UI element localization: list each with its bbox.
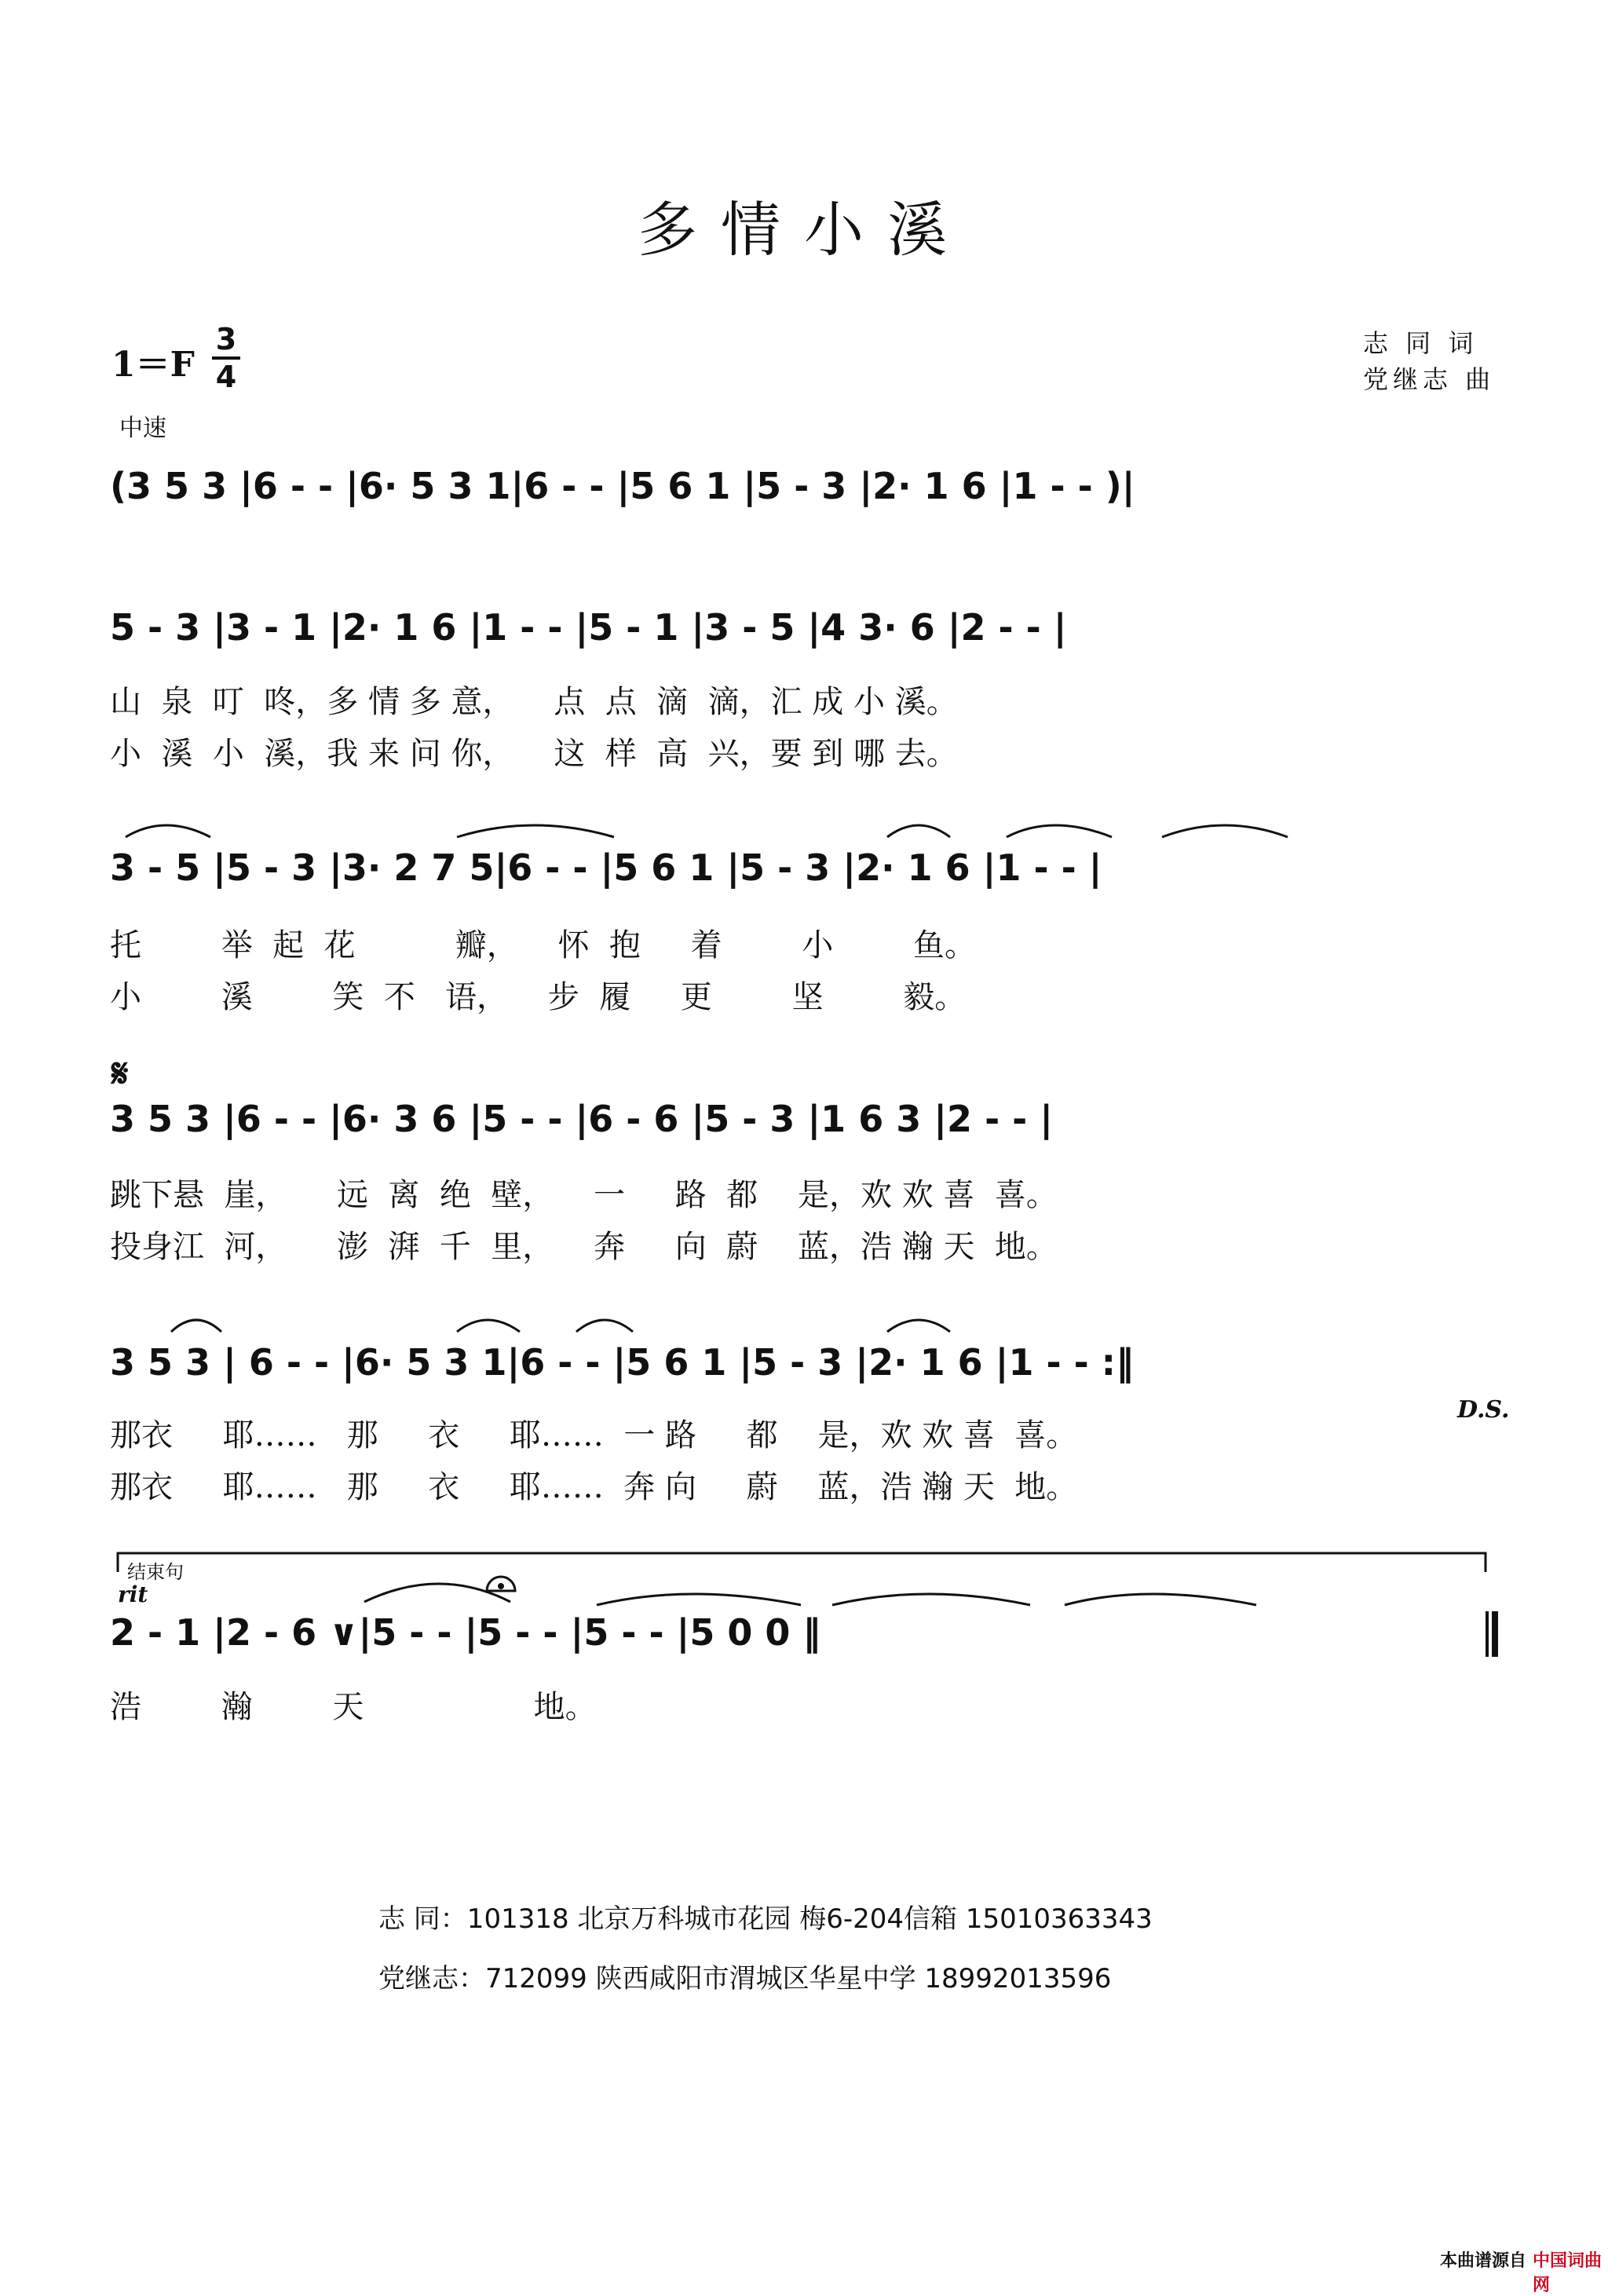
fermata-dot — [498, 1583, 504, 1589]
time-signature-bottom: 4 — [215, 360, 237, 394]
footer-contact-1: 志 同：101318 北京万科城市花园 梅6-204信箱 15010363343 — [378, 1903, 1153, 1935]
slur — [171, 1320, 221, 1332]
slur — [1162, 825, 1288, 837]
notation-line: 3 5 3 | 6 - - |6· 5 3 1|6 - - |5 6 1 |5 - 3 |2· 1 6 |1 - - :‖ — [110, 1341, 1135, 1384]
final-barline-thick — [1492, 1611, 1498, 1657]
ds-marking: D.S. — [1457, 1396, 1510, 1424]
tempo-marking: 中速 — [119, 415, 166, 442]
slur — [887, 1320, 950, 1332]
lyric-line: 托 举 起 花 瓣， 怀 抱 着 小 鱼。 — [110, 927, 977, 963]
lyric-line: 山 泉 叮 咚，多 情 多 意， 点 点 滴 滴，汇 成 小 溪。 — [110, 684, 958, 720]
watermark-source: 本曲谱源自 — [1440, 2251, 1527, 2271]
composer-credit: 党继志 曲 — [1363, 364, 1496, 394]
slur — [1007, 825, 1112, 837]
lyric-line: 跳下悬 崖， 远 离 绝 壁， 一 路 都 是，欢 欢 喜 喜。 — [110, 1177, 1058, 1213]
lyric-line: 小 溪 笑 不 语， 步 履 更 坚 毅。 — [110, 979, 967, 1015]
notation-line: 3 - 5 |5 - 3 |3· 2 7 5|6 - - |5 6 1 |5 - 3 |2· 1 6 |1 - - | — [110, 846, 1102, 889]
lyric-line: 那衣 耶…… 那 衣 耶…… 奔 向 蔚 蓝，浩 瀚 天 地。 — [110, 1469, 1078, 1505]
lyricist-credit: 志 同 词 — [1363, 328, 1478, 358]
tie — [597, 1594, 801, 1605]
slur — [576, 1320, 633, 1332]
footer-contact-2: 党继志：712099 陕西咸阳市渭城区华星中学 18992013596 — [378, 1963, 1112, 1994]
slur — [457, 825, 614, 837]
slur — [457, 1320, 520, 1332]
segno-sign: 𝄋 — [111, 1051, 129, 1096]
notation-line: 2 - 1 |2 - 6 ∨|5 - - |5 - - |5 - - |5 0 0 ‖ — [110, 1611, 821, 1654]
time-signature-top: 3 — [215, 322, 237, 356]
notation-line: 3 5 3 |6 - - |6· 3 6 |5 - - |6 - 6 |5 - 3 |1 6 3 |2 - - | — [110, 1098, 1054, 1140]
rit-marking: rit — [118, 1581, 148, 1607]
lyric-line: 那衣 耶…… 那 衣 耶…… 一 路 都 是，欢 欢 喜 喜。 — [110, 1417, 1078, 1453]
notation-line: (3 5 3 |6 - - |6· 5 3 1|6 - - |5 6 1 |5 - 3 |2· 1 6 |1 - - )| — [110, 465, 1135, 507]
tie — [1065, 1594, 1256, 1605]
notation-line: 5 - 3 |3 - 1 |2· 1 6 |1 - - |5 - 1 |3 - 5 |4 3· 6 |2 - - | — [110, 606, 1067, 649]
ending-bracket — [118, 1553, 1486, 1572]
lyric-line: 小 溪 小 溪，我 来 问 你， 这 样 高 兴，要 到 哪 去。 — [110, 736, 958, 772]
ending-label: 结束句 — [127, 1561, 184, 1583]
slur — [126, 825, 210, 837]
lyric-line: 投身江 河， 澎 湃 千 里， 奔 向 蔚 蓝，浩 瀚 天 地。 — [110, 1229, 1058, 1265]
slur — [887, 825, 950, 837]
song-title: 多情小溪 — [638, 195, 970, 265]
final-barline — [1486, 1611, 1489, 1657]
watermark-site: 中国词曲网 — [1533, 2251, 1603, 2295]
lyric-line: 浩 瀚 天 地。 — [110, 1689, 597, 1725]
tie — [832, 1594, 1030, 1605]
key-signature: 1＝F — [111, 345, 195, 385]
